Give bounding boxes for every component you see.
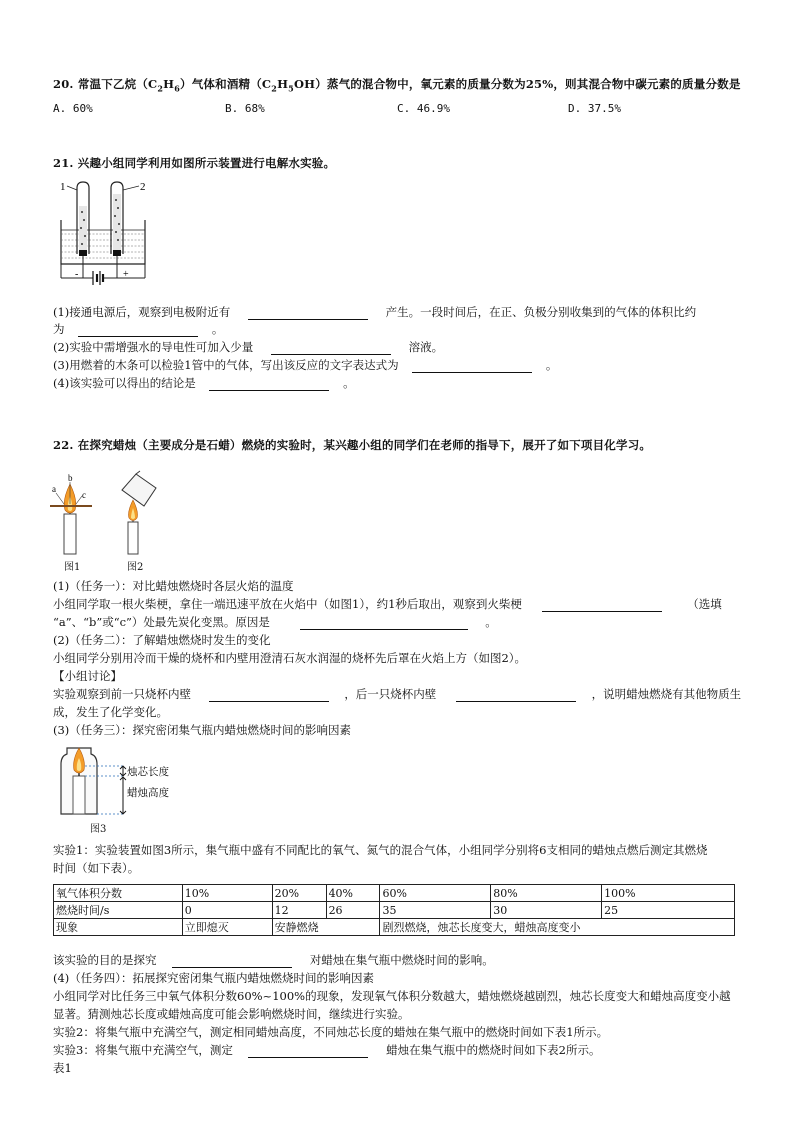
table-cell: 25: [602, 902, 735, 919]
table-cell: 100%: [602, 885, 735, 902]
table-cell: 80%: [491, 885, 602, 902]
q21-blank-2[interactable]: [78, 324, 198, 337]
figure-2-beaker-over-flame: [114, 470, 164, 556]
table-cell: 30: [491, 902, 602, 919]
q21-blank-1[interactable]: [248, 307, 368, 320]
figure-1-caption: 图1: [64, 562, 81, 573]
q22-title: 22. 在探究蜡烛（主要成分是石蜡）燃烧的实验时，某兴趣小组的同学们在老师的指导下，展开了如下项目化学习。: [53, 438, 652, 452]
q22-exp1-line1: 实验1：实验装置如图3所示，集气瓶中盛有不同配比的氧气、氮气的混合气体，小组同学分别将6支相同的蜡烛点燃后测定其燃烧: [53, 843, 708, 857]
q21-blank-5[interactable]: [209, 378, 329, 391]
q21-part4: (4)该实验可以得出的结论是 。: [53, 376, 355, 390]
q22-task1-line1: 小组同学取一根火柴梗，拿住一端迅速平放在火焰中（如图1），约1秒后取出，观察到火柴梗 （选填: [53, 597, 722, 611]
fig1-label-c: c: [82, 490, 86, 500]
q21-blank-3[interactable]: [271, 342, 391, 355]
q22-blank-2[interactable]: [300, 617, 468, 630]
q22-blank-3[interactable]: [209, 689, 329, 702]
experiment-1-table: [53, 884, 735, 936]
fig1-label-a: a: [52, 484, 56, 494]
fig1-label-b: b: [68, 473, 73, 483]
q22-task2-line1: 小组同学分别用冷而干燥的烧杯和内壁用澄清石灰水润湿的烧杯先后罩在火焰上方（如图2）。: [53, 651, 527, 665]
q21-part2: (2)实验中需增强水的导电性可加入少量 溶液。: [53, 340, 444, 354]
table-cell: 剧烈燃烧，烛芯长度变大，蜡烛高度变小: [380, 919, 735, 936]
q22-task1-title: (1)（任务一）：对比蜡烛燃烧时各层火焰的温度: [53, 579, 294, 593]
table-cell: 10%: [182, 885, 272, 902]
q22-exp1-line2: 时间（如下表）。: [53, 861, 140, 875]
q22-blank-4[interactable]: [456, 689, 576, 702]
q20-number: 20.: [53, 77, 74, 91]
table-cell: 40%: [326, 885, 380, 902]
q22-task1-line2: “a”、“b”或“c”）处最先炭化变黑。原因是 。: [53, 615, 497, 629]
q20-option-d[interactable]: D. 37.5%: [568, 102, 621, 115]
q20-option-b[interactable]: B. 68%: [225, 102, 265, 115]
tube-1-label: 1: [60, 181, 66, 193]
fig3-candle-height-label: 蜡烛高度: [127, 788, 169, 799]
figure-3-candle-in-jar: [53, 744, 183, 818]
table-1-caption: 表1: [53, 1061, 72, 1075]
q22-purpose: 该实验的目的是探究 对蜡烛在集气瓶中燃烧时间的影响。: [53, 953, 494, 967]
q22-discussion-heading: 【小组讨论】: [53, 669, 122, 683]
q22-task4-line2: 显著。猜测烛芯长度或蜡烛高度可能会影响燃烧时间，继续进行实验。: [53, 1007, 410, 1021]
figure-3-caption: 图3: [90, 824, 107, 835]
q22-task3-title: (3)（任务三）：探究密闭集气瓶内蜡烛燃烧时间的影响因素: [53, 723, 352, 737]
q22-blank-5[interactable]: [172, 955, 292, 968]
q22-task4-title: (4)（任务四）：拓展探究密闭集气瓶内蜡烛燃烧时间的影响因素: [53, 971, 375, 985]
q22-task2-title: (2)（任务二）：了解蜡烛燃烧时发生的变化: [53, 633, 271, 647]
fig3-wick-length-label: 烛芯长度: [127, 767, 169, 778]
q22-discussion-line2: 成，发生了化学变化。: [53, 705, 168, 719]
table-cell: 安静燃烧: [272, 919, 380, 936]
table-cell: 35: [380, 902, 491, 919]
q20-option-a[interactable]: A. 60%: [53, 102, 93, 115]
figure-1-match-in-flame: [48, 470, 94, 556]
table-cell: 60%: [380, 885, 491, 902]
table-row: [54, 902, 735, 919]
electrolysis-apparatus-figure: [53, 178, 153, 288]
figure-2-caption: 图2: [127, 562, 144, 573]
tube-2-label: 2: [140, 181, 146, 193]
q22-blank-1[interactable]: [542, 599, 662, 612]
table-cell: 立即熄灭: [182, 919, 272, 936]
table-cell: 现象: [54, 919, 183, 936]
q22-discussion-line1: 实验观察到前一只烧杯内壁 ，后一只烧杯内壁 ，说明蜡烛燃烧有其他物质生: [53, 687, 742, 701]
q20-stem: 20. 常温下乙烷$(C_2H_6)$气体和酒精$(C_2H_5OH)$蒸气的混合物中，氧元素的质量分数为25%，则其混合物中碳元素的质量分数是: [53, 77, 741, 94]
table-cell: 26: [326, 902, 380, 919]
minus-label: -: [75, 269, 79, 280]
q22-exp2: 实验2：将集气瓶中充满空气，测定相同蜡烛高度，不同烛芯长度的蜡烛在集气瓶中的燃烧时间如下表1所示。: [53, 1025, 609, 1039]
q21-title: 21. 兴趣小组同学利用如图所示装置进行电解水实验。: [53, 156, 336, 170]
q22-task4-line1: 小组同学对比任务三中氧气体积分数60%~100%的现象，发现氧气体积分数越大，蜡烛燃烧越剧烈，烛芯长度变大和蜡烛高度变小越: [53, 989, 731, 1003]
q21-part3: (3)用燃着的木条可以检验1管中的气体，写出该反应的文字表达式为 。: [53, 358, 558, 372]
table-cell: 12: [272, 902, 326, 919]
table-cell: 氧气体积分数: [54, 885, 183, 902]
table-cell: 燃烧时间/s: [54, 902, 183, 919]
q21-part1: (1)接通电源后，观察到电极附近有 产生。一段时间后，在正、负极分别收集到的气体的体积比约: [53, 305, 697, 319]
table-cell: 20%: [272, 885, 326, 902]
q21-part1-cont: 为 。: [53, 322, 224, 336]
plus-label: +: [123, 269, 129, 280]
q22-exp3: 实验3：将集气瓶中充满空气，测定 蜡烛在集气瓶中的燃烧时间如下表2所示。: [53, 1043, 601, 1057]
table-row: [54, 919, 735, 936]
q20-option-c[interactable]: C. 46.9%: [397, 102, 450, 115]
q22-blank-6[interactable]: [248, 1045, 368, 1058]
table-row: [54, 885, 735, 902]
q21-blank-4[interactable]: [412, 360, 532, 373]
table-cell: 0: [182, 902, 272, 919]
